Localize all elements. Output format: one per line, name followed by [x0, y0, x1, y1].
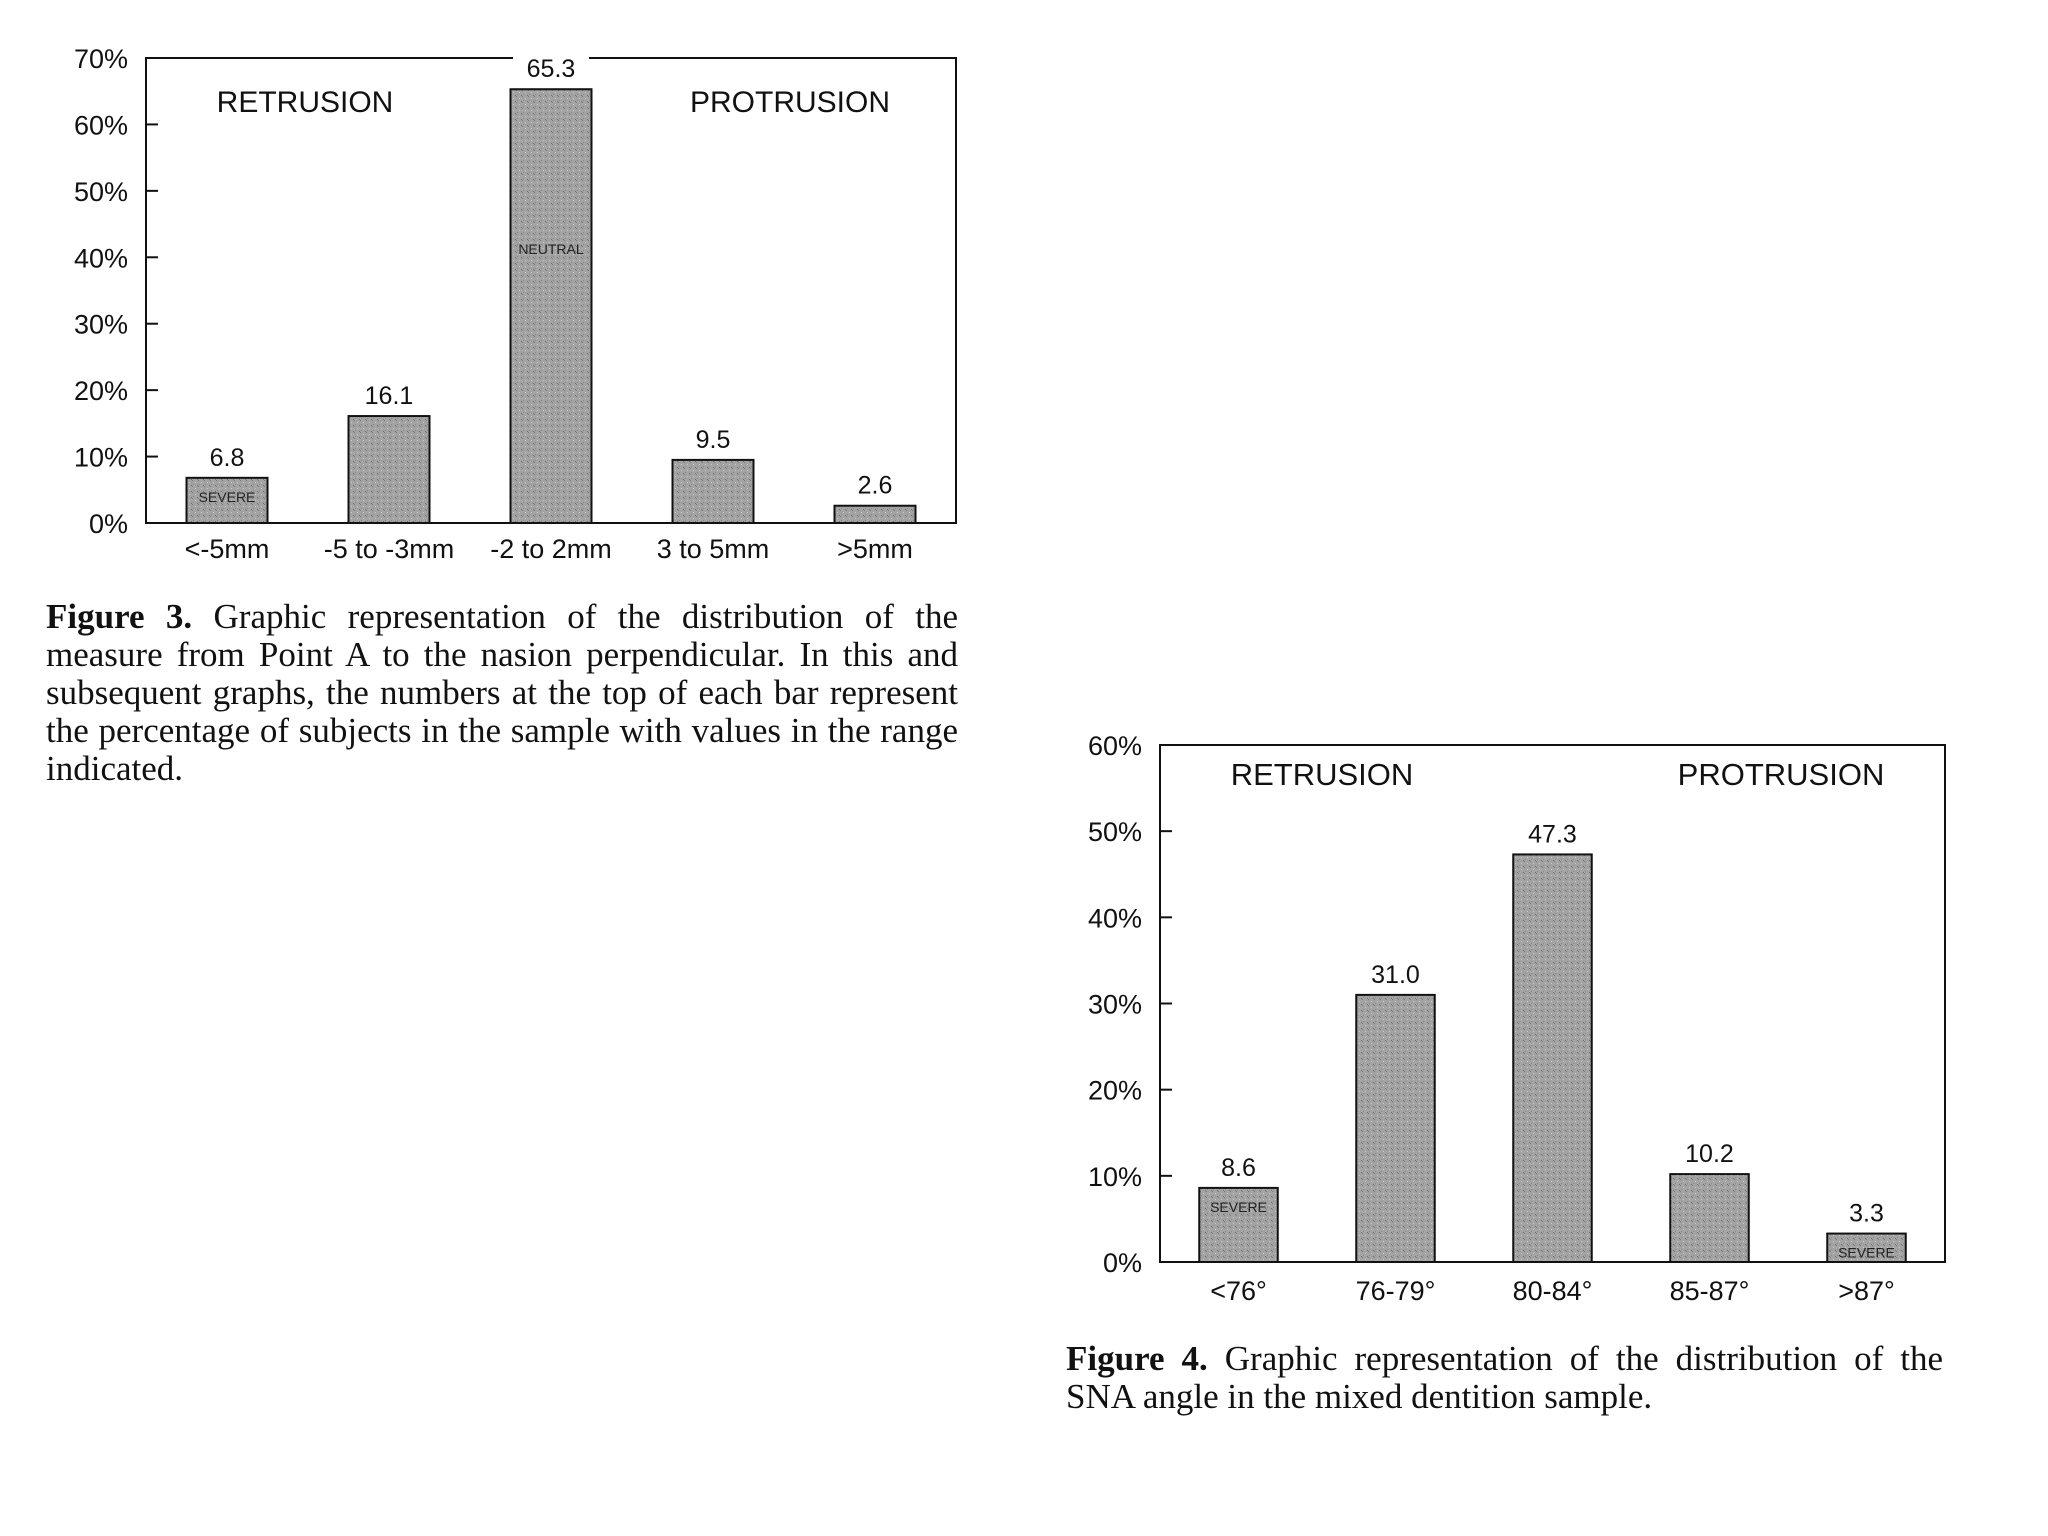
x-category-label: >87°	[1838, 1276, 1895, 1306]
y-tick-label: 50%	[73, 176, 128, 207]
bar-value-label: 31.0	[1371, 960, 1420, 989]
y-tick-label: 20%	[73, 376, 128, 407]
bar-value-label: 16.1	[364, 382, 414, 411]
figure-4-chart	[1050, 705, 1990, 1315]
bar-value-label: 3.3	[1849, 1199, 1884, 1228]
bar-inner-label: SEVERE	[1838, 1244, 1895, 1261]
y-tick-label: 50%	[1087, 817, 1142, 848]
y-tick-label: 30%	[1087, 989, 1142, 1020]
figure-3-caption-text: Graphic representation of the distribution of the measure from Point A to the nasion perpendicular. In this and subsequent graphs, the numbers at the top of each bar represent the percentage of subjects in the sample with values in the range indicated.	[46, 597, 958, 788]
bar-value-label: 9.5	[695, 425, 731, 454]
x-category-label: -2 to 2mm	[490, 534, 612, 564]
region-label-retrusion: RETRUSION	[216, 86, 394, 119]
bar-value-label: 8.6	[1221, 1153, 1256, 1182]
y-tick-label: 30%	[73, 309, 128, 340]
figure-4-caption	[1066, 1340, 1943, 1416]
bar	[673, 460, 754, 523]
bar	[511, 89, 592, 523]
bar	[1670, 1174, 1749, 1262]
y-tick-label: 0%	[1102, 1248, 1142, 1278]
y-tick-label: 60%	[1087, 731, 1142, 761]
x-category-label: 80-84°	[1512, 1276, 1593, 1306]
y-tick-label: 0%	[88, 509, 128, 539]
region-label-retrusion: RETRUSION	[1230, 757, 1414, 792]
y-tick-label: 10%	[73, 442, 128, 473]
x-category-label: <76°	[1210, 1276, 1267, 1306]
bar	[835, 506, 916, 523]
bar-inner-label: SEVERE	[198, 488, 256, 505]
y-tick-label: 70%	[73, 44, 128, 74]
x-category-label: 3 to 5mm	[656, 534, 770, 564]
bar-value-label: 10.2	[1685, 1140, 1734, 1169]
x-category-label: >5mm	[837, 534, 913, 564]
bar-value-label: 65.3	[526, 55, 576, 84]
region-label-protrusion: PROTRUSION	[689, 86, 891, 119]
figure-3-caption-label: Figure 3.	[46, 597, 193, 636]
x-category-label: -5 to -3mm	[323, 534, 455, 564]
figure-3-caption	[46, 598, 958, 788]
figure-4-caption-label: Figure 4.	[1066, 1339, 1208, 1378]
bar-inner-label: SEVERE	[1210, 1198, 1267, 1215]
figure-4-caption-text: Graphic representation of the distribution of the SNA angle in the mixed dentition sample.	[1066, 1339, 1943, 1416]
bar-value-label: 6.8	[209, 443, 245, 472]
y-tick-label: 40%	[73, 243, 128, 274]
x-category-label: 76-79°	[1355, 1276, 1436, 1306]
x-category-label: 85-87°	[1669, 1276, 1750, 1306]
bar	[349, 416, 430, 523]
bar-inner-label: NEUTRAL	[518, 241, 584, 258]
y-tick-label: 60%	[73, 110, 128, 141]
bar-value-label: 47.3	[1528, 820, 1577, 849]
bar	[1356, 995, 1435, 1262]
y-tick-label: 10%	[1087, 1161, 1142, 1192]
bar	[1513, 854, 1592, 1262]
y-tick-label: 40%	[1087, 903, 1142, 934]
figure-3-chart	[30, 30, 970, 570]
x-category-label: <-5mm	[184, 534, 270, 564]
y-tick-label: 20%	[1087, 1075, 1142, 1106]
region-label-protrusion: PROTRUSION	[1677, 757, 1885, 792]
bar-value-label: 2.6	[857, 471, 893, 500]
